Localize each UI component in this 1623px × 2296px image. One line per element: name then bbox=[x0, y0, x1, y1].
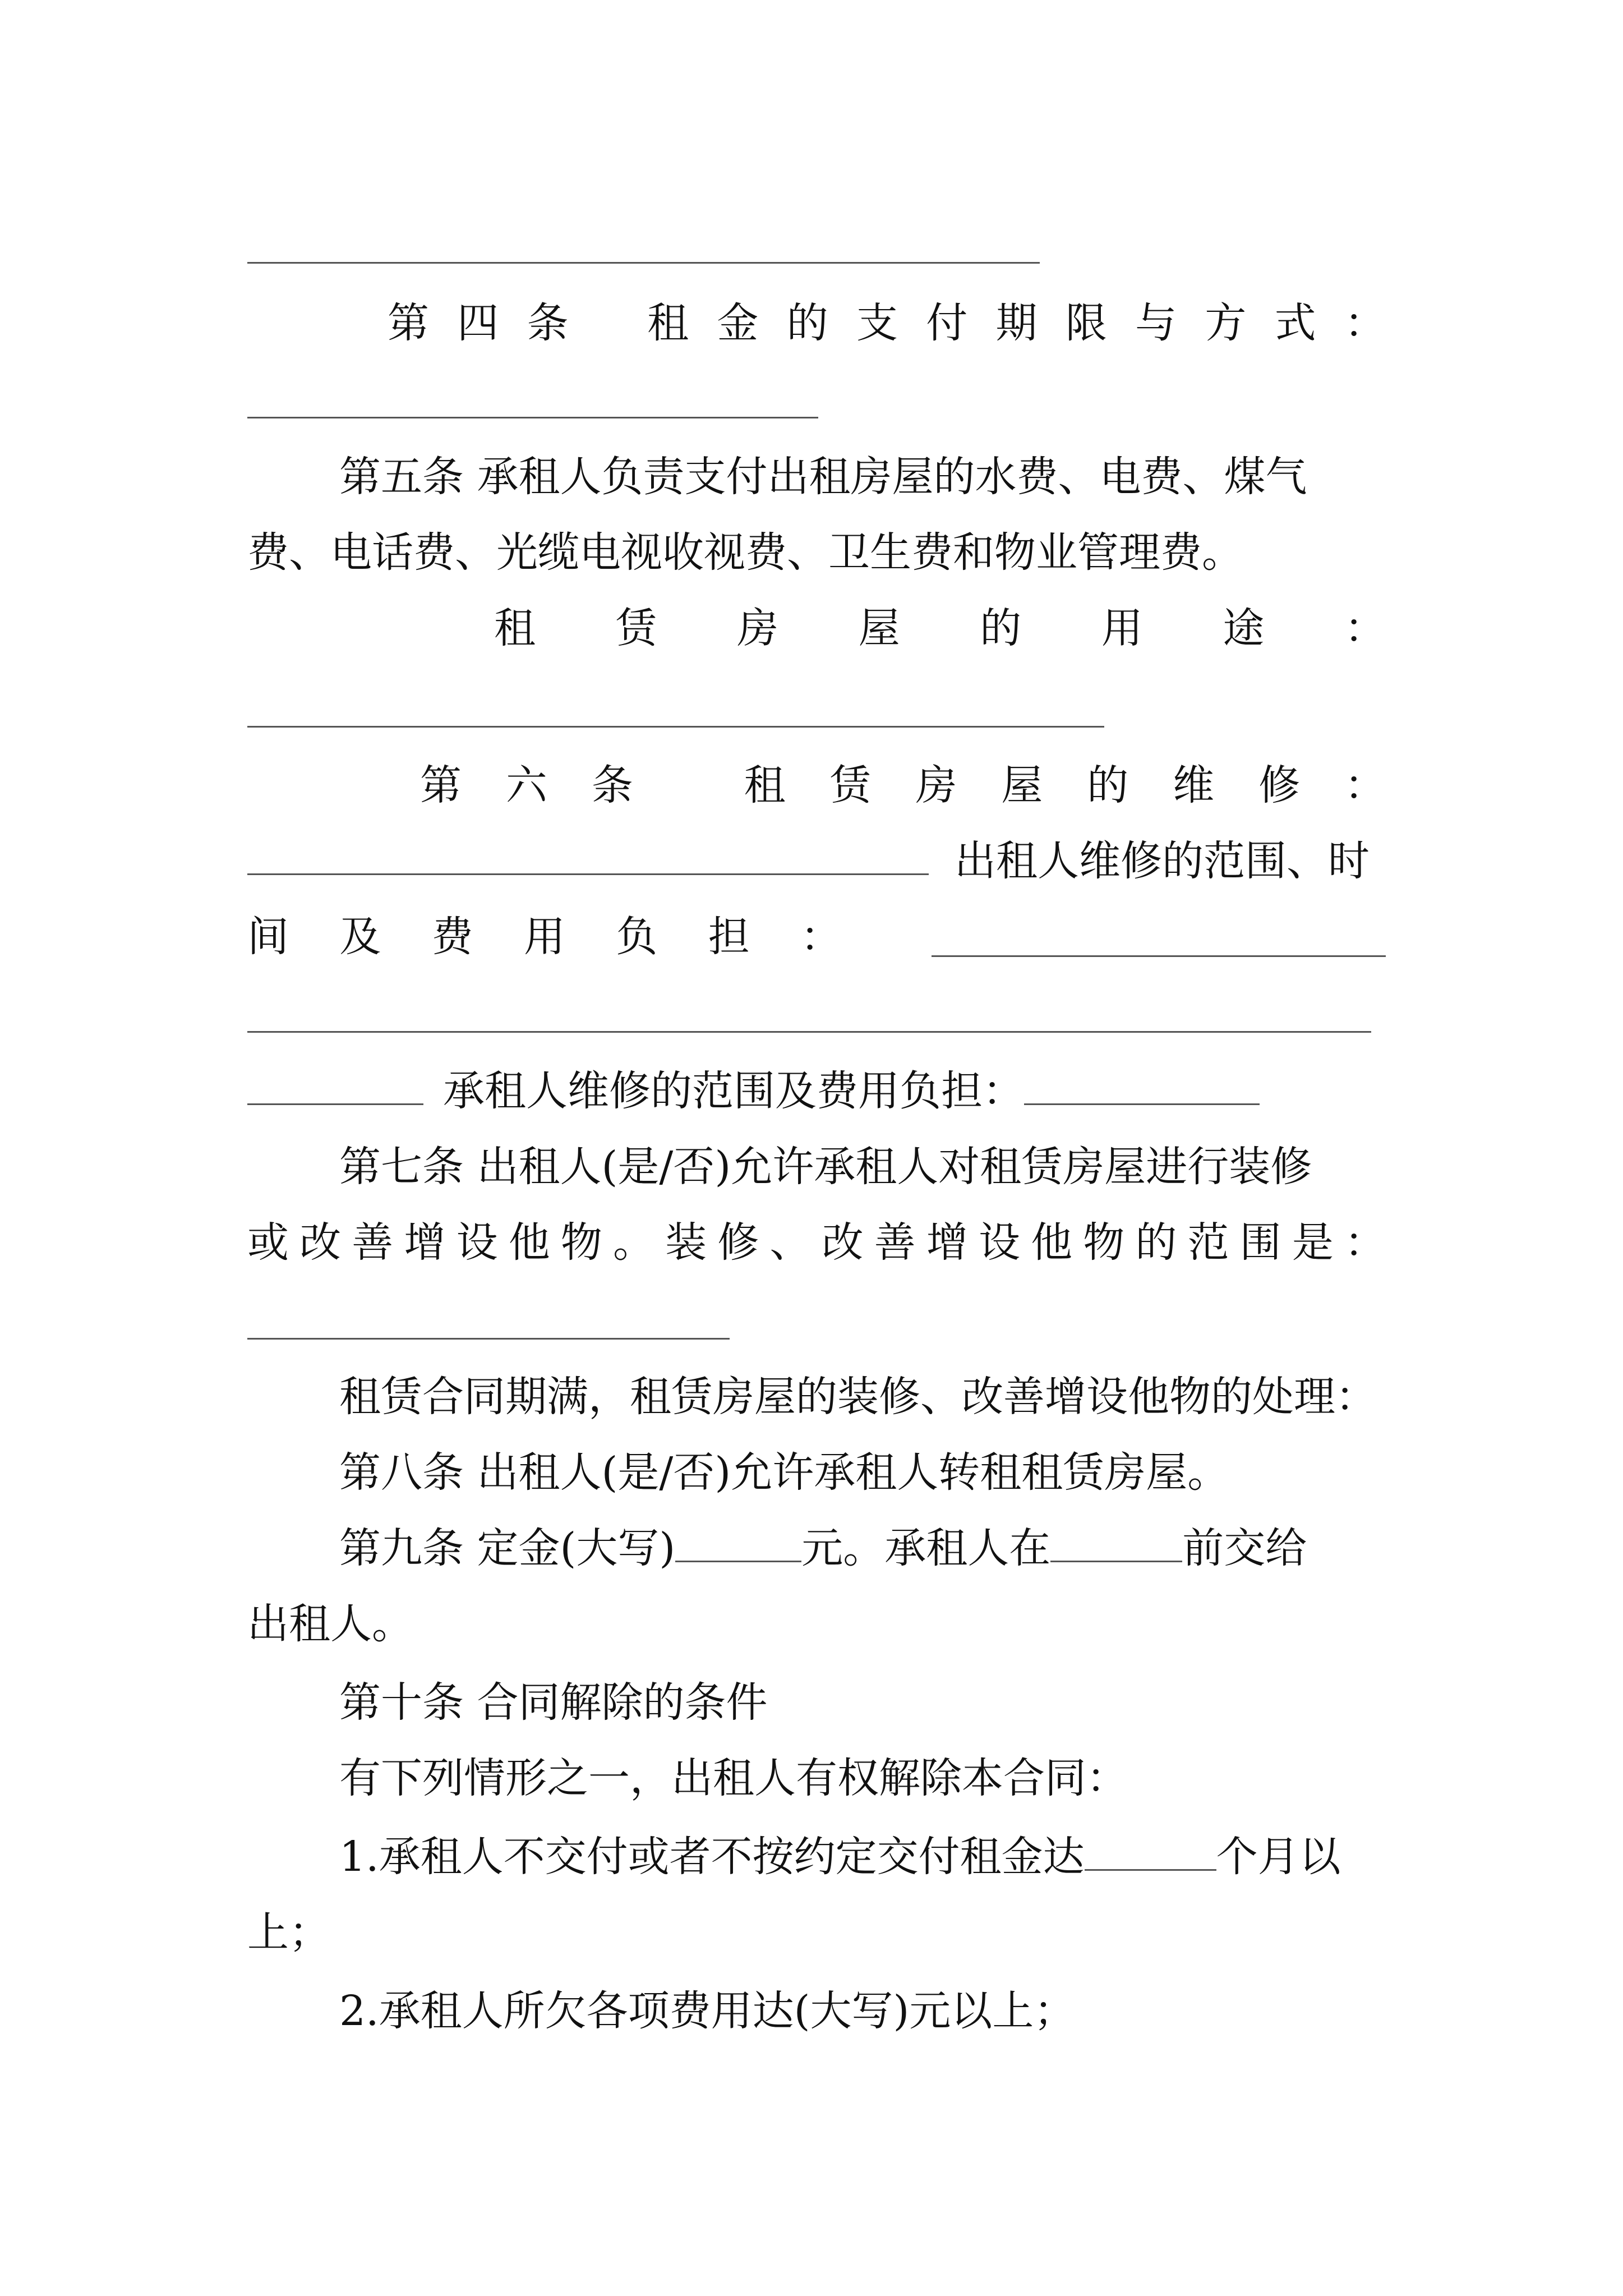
text-char: 负 bbox=[616, 913, 658, 961]
article-6-lessee-line: 承租人维修的范围及费用负担： bbox=[247, 1063, 1386, 1119]
text-char: 物 bbox=[1083, 1218, 1125, 1267]
text-char: ： bbox=[1344, 761, 1386, 809]
article-7-line-1: 第七条 出租人(是/否)允许承租人对租赁房屋进行装修 bbox=[339, 1143, 1312, 1191]
text-char: ： bbox=[800, 913, 842, 961]
text-char: 租 bbox=[494, 604, 536, 652]
text-char: 途 bbox=[1223, 604, 1265, 652]
text-char: 租 bbox=[647, 299, 689, 347]
text-char: 费 bbox=[431, 913, 473, 961]
fill-in-blank bbox=[675, 1522, 801, 1562]
article-8-line: 第八条 出租人(是/否)允许承租人转租租赁房屋。 bbox=[339, 1448, 1229, 1497]
text-char: 增 bbox=[404, 1218, 446, 1267]
article-7-line-2 bbox=[247, 1214, 1386, 1271]
text-char: 及 bbox=[339, 913, 381, 961]
text-char: 的 bbox=[786, 299, 828, 347]
article-9-line-1: 第九条 定金(大写) 元。承租人在 前交给 bbox=[247, 1520, 1386, 1576]
article-6-cost-line bbox=[247, 909, 1386, 965]
text-char: 条 bbox=[527, 299, 569, 347]
text-char: 间 bbox=[247, 913, 289, 961]
text-char: 范 bbox=[1187, 1218, 1229, 1267]
text-char: 或 bbox=[247, 1218, 289, 1267]
text-char: 的 bbox=[980, 604, 1022, 652]
text-char: ： bbox=[1344, 299, 1386, 347]
article-10-item-1-cont: 上； bbox=[247, 1908, 330, 1957]
article-10-item-2: 2.承租人所欠各项费用达(大写)元以上； bbox=[339, 1987, 1076, 2035]
article-10-item-1: 1.承租人不交付或者不按约定交付租金达 个月以 bbox=[247, 1829, 1386, 1885]
text-char: 六 bbox=[505, 761, 547, 809]
text-char: 房 bbox=[737, 604, 779, 652]
text-char: 物 bbox=[560, 1218, 602, 1267]
fill-in-line bbox=[247, 1338, 730, 1340]
text-char: 修 bbox=[1258, 761, 1301, 809]
text-char: 条 bbox=[591, 761, 633, 809]
text-char: 用 bbox=[1101, 604, 1143, 652]
text-char: 第 bbox=[388, 299, 429, 347]
usage-line bbox=[247, 600, 1386, 656]
fill-in-blank bbox=[247, 835, 929, 875]
text-char: 他 bbox=[508, 1218, 550, 1267]
article-6-lessor-line: 出租人维修的范围、时 bbox=[247, 833, 1386, 889]
text-char: 设 bbox=[978, 1218, 1020, 1267]
fill-in-blank bbox=[247, 1065, 423, 1105]
article-4-line bbox=[247, 295, 1386, 351]
text-char: 善 bbox=[874, 1218, 916, 1267]
text-char: 。 bbox=[612, 1218, 654, 1267]
fill-in-blank bbox=[1024, 1065, 1260, 1105]
text-char: 善 bbox=[352, 1218, 394, 1267]
fill-in-blank bbox=[932, 917, 1386, 957]
text-char: 维 bbox=[1173, 761, 1215, 809]
text-char: 四 bbox=[457, 299, 499, 347]
text-char: 修 bbox=[717, 1218, 759, 1267]
text-char: 第 bbox=[420, 761, 462, 809]
text-char: 改 bbox=[822, 1218, 864, 1267]
fill-in-blank bbox=[1085, 1831, 1216, 1871]
text-char: 方 bbox=[1205, 299, 1247, 347]
fill-in-blank bbox=[1050, 1522, 1182, 1562]
text-char: 屋 bbox=[858, 604, 900, 652]
text-char: 他 bbox=[1031, 1218, 1073, 1267]
text-char: 装 bbox=[665, 1218, 707, 1267]
text-char: 金 bbox=[717, 299, 759, 347]
text-char: 改 bbox=[299, 1218, 342, 1267]
text-char: 期 bbox=[995, 299, 1038, 347]
text-char: 担 bbox=[708, 913, 750, 961]
article-5-line-2: 费、电话费、光缆电视收视费、卫生费和物业管理费。 bbox=[247, 528, 1243, 577]
article-9-line-2: 出租人。 bbox=[247, 1600, 413, 1648]
article-6-line bbox=[247, 757, 1386, 813]
text-char: 付 bbox=[926, 299, 968, 347]
article-10-title: 第十条 合同解除的条件 bbox=[339, 1678, 768, 1727]
text-char: 设 bbox=[456, 1218, 498, 1267]
fill-in-line bbox=[247, 417, 818, 418]
text-char: 是 bbox=[1292, 1218, 1334, 1267]
text-char: 赁 bbox=[829, 761, 872, 809]
text-char: 屋 bbox=[1001, 761, 1043, 809]
text-char: 用 bbox=[523, 913, 565, 961]
text-char: 租 bbox=[744, 761, 786, 809]
text-char: 赁 bbox=[615, 604, 657, 652]
article-10-intro: 有下列情形之一，出租人有权解除本合同： bbox=[339, 1754, 1128, 1802]
text-char: 的 bbox=[1087, 761, 1129, 809]
text-char: 增 bbox=[926, 1218, 968, 1267]
article-7-expiry-line: 租赁合同期满，租赁房屋的装修、改善增设他物的处理： bbox=[339, 1373, 1377, 1421]
article-5-line-1: 第五条 承租人负责支付出租房屋的水费、电费、煤气 bbox=[339, 453, 1307, 501]
fill-in-line bbox=[247, 262, 1040, 264]
text-char: 的 bbox=[1135, 1218, 1177, 1267]
text-char: 房 bbox=[915, 761, 957, 809]
text-char: 围 bbox=[1239, 1218, 1281, 1267]
text-char: 支 bbox=[856, 299, 898, 347]
text-char: 、 bbox=[769, 1218, 811, 1267]
fill-in-line bbox=[247, 726, 1104, 728]
text-char: ： bbox=[1344, 604, 1386, 652]
text-char: 与 bbox=[1135, 299, 1177, 347]
text-char: ： bbox=[1344, 1218, 1386, 1267]
text-char: 限 bbox=[1065, 299, 1107, 347]
fill-in-line bbox=[247, 1031, 1371, 1033]
text-char: 式 bbox=[1274, 299, 1316, 347]
